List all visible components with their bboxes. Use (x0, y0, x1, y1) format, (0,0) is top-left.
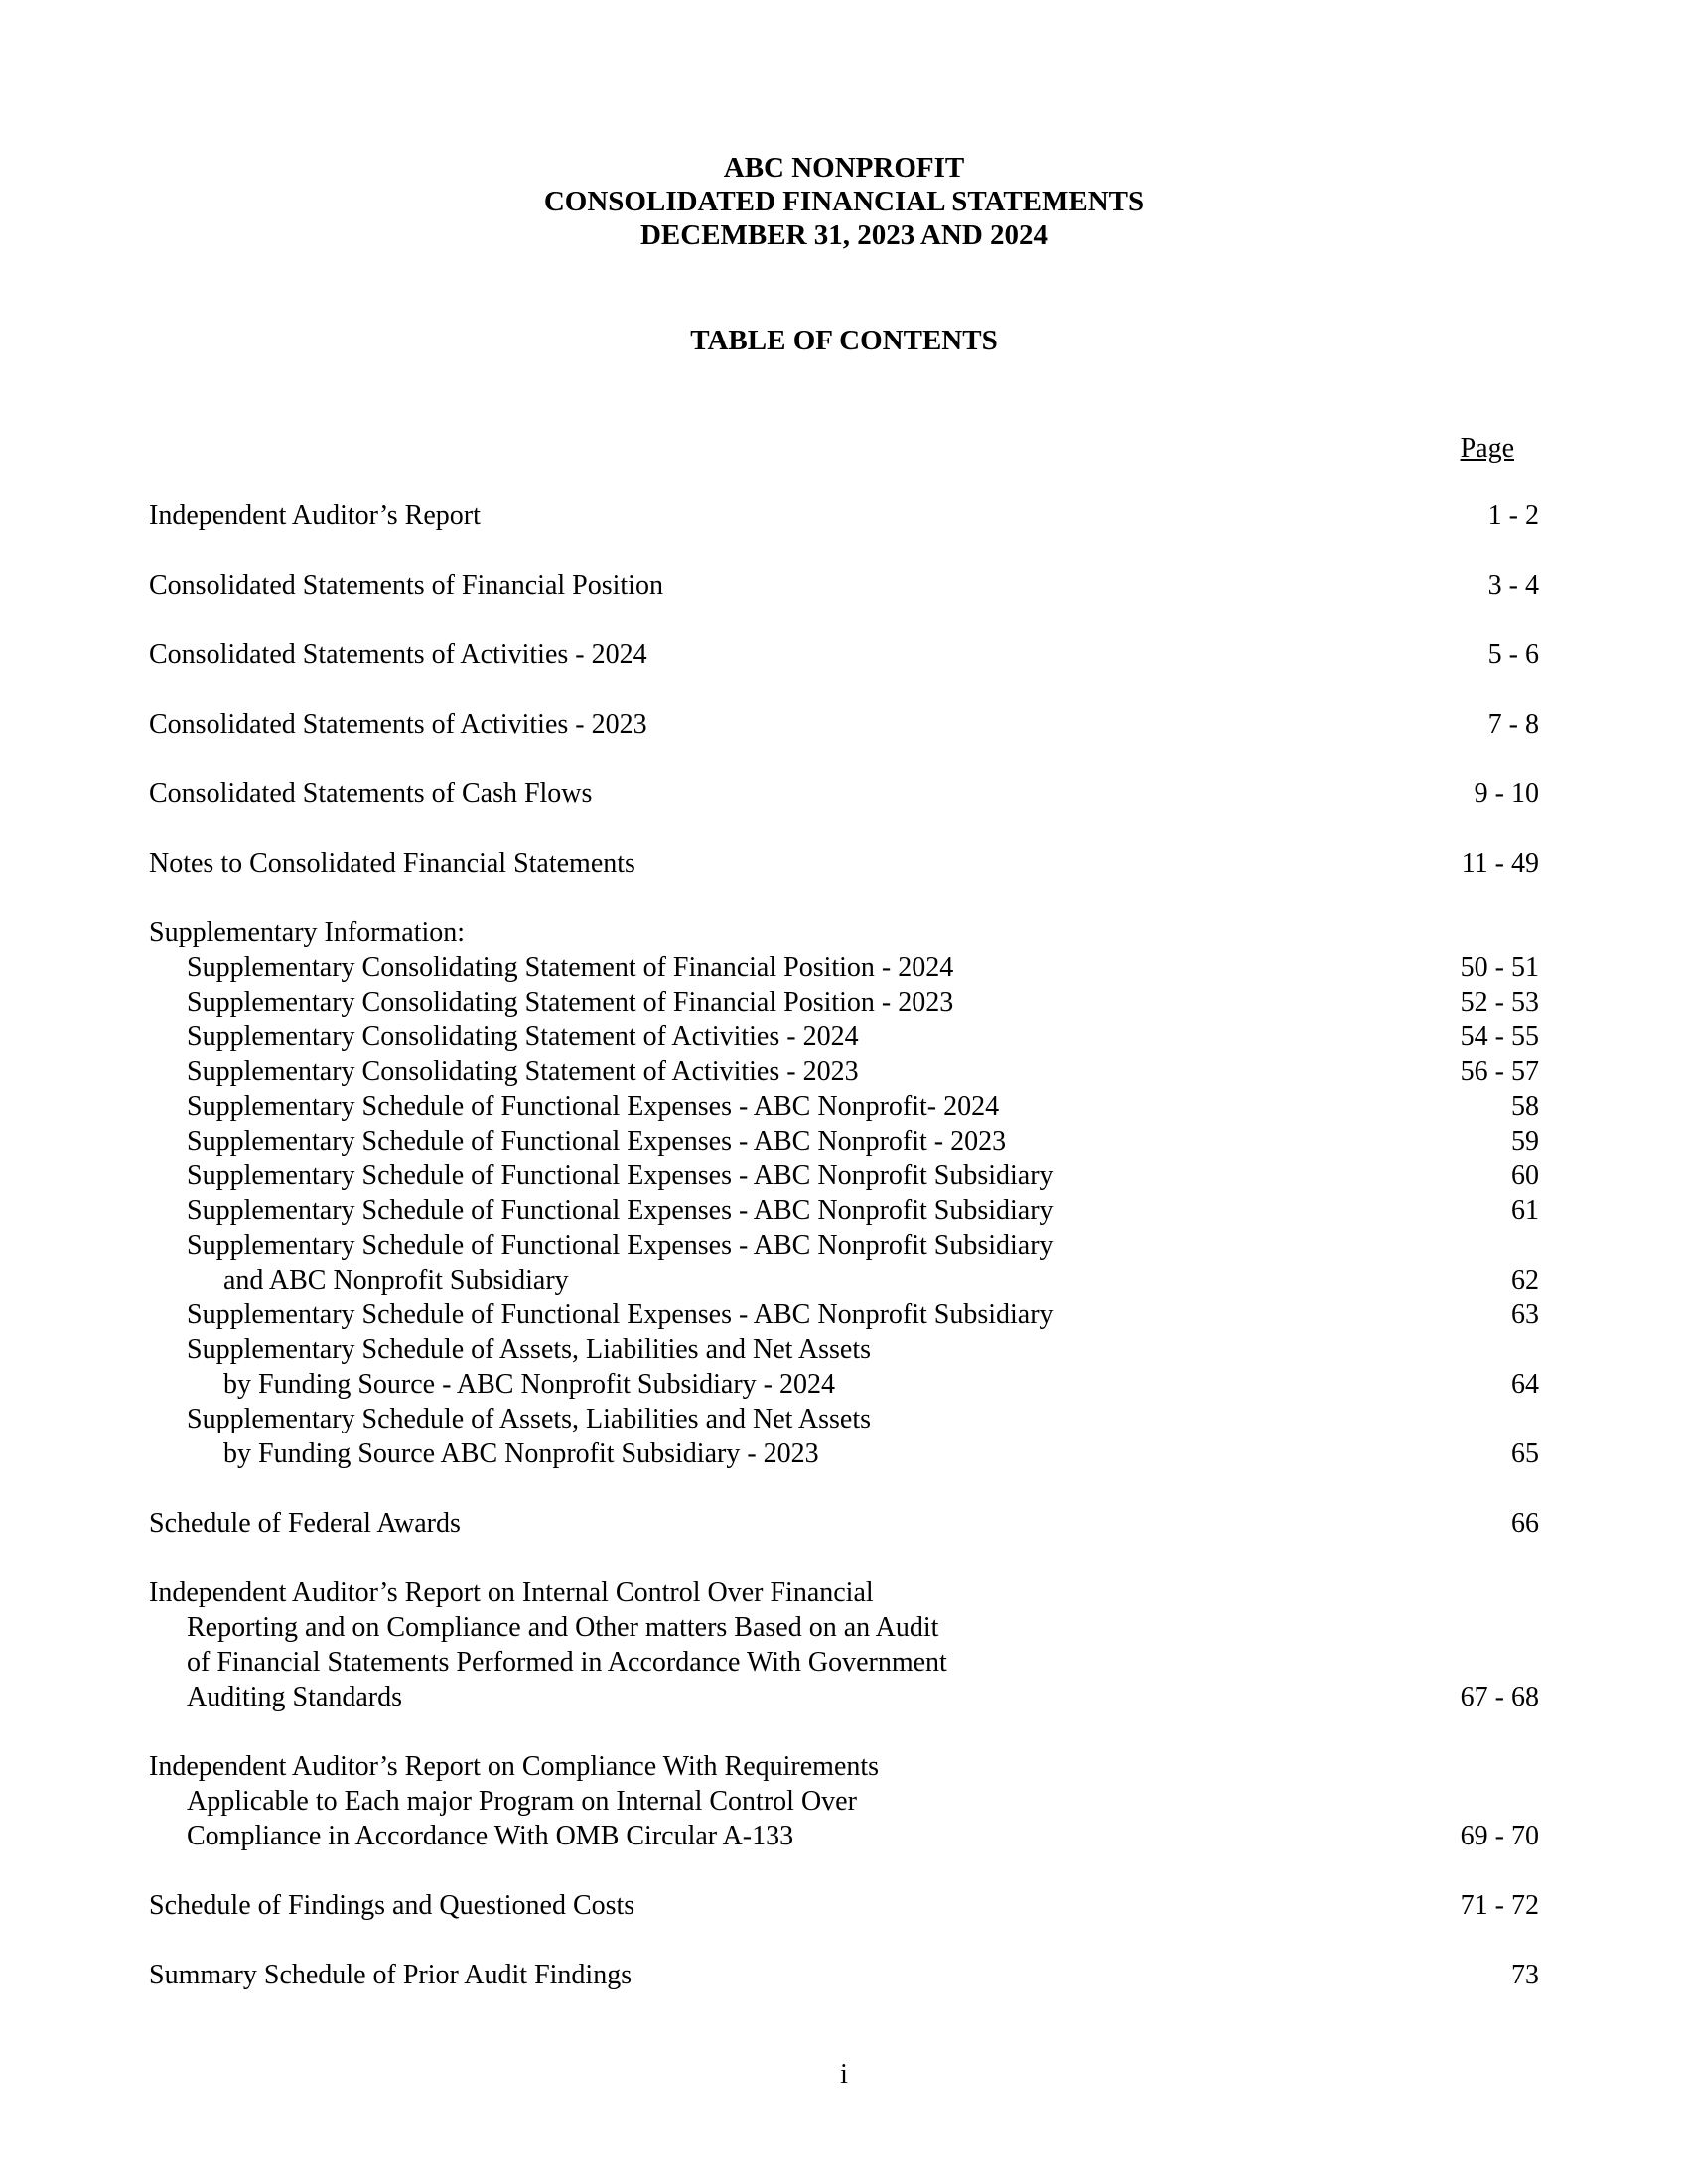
footer-page-number: i (840, 2059, 848, 2090)
toc-row (149, 1124, 1539, 1159)
toc-row (149, 1020, 1539, 1054)
toc-entry-title: Schedule of Findings and Questioned Costs (149, 1890, 635, 1921)
toc-entry-page: 65 (1511, 1438, 1539, 1469)
toc-row (149, 1958, 1539, 1992)
toc-entry-title: Supplementary Information: (149, 917, 466, 948)
toc-row (149, 1263, 1539, 1297)
page-column-header: Page (1460, 433, 1514, 464)
toc-entry-page: 64 (1511, 1369, 1539, 1400)
page-column-header-row (149, 432, 1539, 466)
toc-entry-title: Supplementary Consolidating Statement of Activities - 2024 (187, 1022, 859, 1052)
toc-row (149, 1193, 1539, 1228)
toc-entry-title: Consolidated Statements of Financial Position (149, 570, 663, 601)
toc-entry-page: 3 - 4 (1487, 570, 1539, 601)
toc-row (149, 985, 1539, 1020)
toc-entry-title: and ABC Nonprofit Subsidiary (223, 1265, 569, 1296)
toc-content (149, 432, 1539, 1992)
toc-row (149, 1575, 1539, 1610)
toc-row (149, 1436, 1539, 1471)
toc-entry-title: Independent Auditor’s Report (149, 500, 481, 531)
toc-entry-page: 11 - 49 (1461, 848, 1539, 879)
toc-row (149, 568, 1539, 603)
toc-row (149, 1610, 1539, 1645)
toc-row (149, 707, 1539, 742)
toc-row (149, 1297, 1539, 1332)
toc-entry-title: Independent Auditor’s Report on Compliance With Requirements (149, 1751, 880, 1782)
toc-entry-title: Supplementary Schedule of Assets, Liabilities and Net Assets (187, 1404, 872, 1434)
toc-entry-title: Supplementary Schedule of Functional Expenses - ABC Nonprofit Subsidiary (187, 1195, 1054, 1226)
toc-entry-title: Applicable to Each major Program on Internal Control Over (187, 1786, 857, 1817)
toc-entry-title: Consolidated Statements of Activities - 2024 (149, 639, 647, 670)
toc-entry-title: Reporting and on Compliance and Other matters Based on an Audit (187, 1612, 939, 1643)
toc-row (149, 1506, 1539, 1541)
toc-entry-page: 50 - 51 (1460, 952, 1539, 983)
toc-entry-title: Consolidated Statements of Activities - 2023 (149, 709, 647, 740)
toc-entry-page: 63 (1511, 1299, 1539, 1330)
toc-row (149, 776, 1539, 811)
document-header (0, 0, 1688, 252)
toc-row (149, 1680, 1539, 1714)
toc-entry-title: by Funding Source - ABC Nonprofit Subsidiary - 2024 (223, 1369, 835, 1400)
toc-entry-title: Notes to Consolidated Financial Statements (149, 848, 635, 879)
toc-row (149, 1749, 1539, 1784)
toc-entry-title: Supplementary Schedule of Functional Expenses - ABC Nonprofit - 2023 (187, 1126, 1007, 1157)
toc-entry-page: 9 - 10 (1474, 778, 1539, 809)
toc-row (149, 1228, 1539, 1263)
toc-entry-page: 62 (1511, 1265, 1539, 1296)
toc-section-title: TABLE OF CONTENTS (690, 325, 998, 356)
toc-entry-page: 59 (1511, 1126, 1539, 1157)
toc-row (149, 1332, 1539, 1367)
toc-list (149, 498, 1539, 1992)
toc-row (149, 1089, 1539, 1124)
toc-entry-page: 7 - 8 (1487, 709, 1539, 740)
toc-entry-page: 61 (1511, 1195, 1539, 1226)
toc-entry-title: Supplementary Consolidating Statement of Financial Position - 2023 (187, 987, 954, 1018)
toc-entry-page: 54 - 55 (1460, 1022, 1539, 1052)
document-title: CONSOLIDATED FINANCIAL STATEMENTS (543, 186, 1145, 217)
toc-entry-page: 1 - 2 (1487, 500, 1539, 531)
toc-entry-page: 58 (1511, 1091, 1539, 1122)
toc-row (149, 1819, 1539, 1853)
toc-row (149, 915, 1539, 950)
org-name: ABC NONPROFIT (723, 152, 965, 184)
toc-entry-title: Compliance in Accordance With OMB Circular A-133 (187, 1821, 794, 1851)
toc-entry-title: by Funding Source ABC Nonprofit Subsidiary - 2023 (223, 1438, 819, 1469)
toc-row (149, 1054, 1539, 1089)
toc-row (149, 1784, 1539, 1819)
toc-entry-page: 69 - 70 (1460, 1821, 1539, 1851)
toc-entry-title: Summary Schedule of Prior Audit Findings (149, 1960, 633, 1990)
toc-row (149, 1367, 1539, 1402)
toc-entry-title: Consolidated Statements of Cash Flows (149, 778, 593, 809)
toc-row (149, 1888, 1539, 1923)
toc-row (149, 1402, 1539, 1436)
toc-entry-title: Schedule of Federal Awards (149, 1508, 461, 1539)
toc-entry-title: of Financial Statements Performed in Accordance With Government (187, 1647, 947, 1678)
toc-entry-title: Supplementary Schedule of Functional Expenses - ABC Nonprofit Subsidiary (187, 1230, 1054, 1261)
toc-entry-title: Supplementary Schedule of Assets, Liabilities and Net Assets (187, 1334, 872, 1365)
toc-row (149, 637, 1539, 672)
toc-entry-title: Supplementary Schedule of Functional Expenses - ABC Nonprofit- 2024 (187, 1091, 1000, 1122)
toc-entry-page: 56 - 57 (1460, 1056, 1539, 1087)
document-footer (0, 2057, 1688, 2092)
toc-entry-page: 67 - 68 (1460, 1682, 1539, 1712)
toc-entry-page: 5 - 6 (1487, 639, 1539, 670)
toc-row (149, 498, 1539, 533)
toc-entry-title: Supplementary Consolidating Statement of Activities - 2023 (187, 1056, 859, 1087)
document-date: DECEMBER 31, 2023 AND 2024 (639, 219, 1049, 251)
toc-row (149, 950, 1539, 985)
toc-entry-title: Independent Auditor’s Report on Internal Control Over Financial (149, 1577, 874, 1608)
toc-entry-title: Supplementary Schedule of Functional Expenses - ABC Nonprofit Subsidiary (187, 1160, 1054, 1191)
toc-row (149, 846, 1539, 881)
toc-row (149, 1645, 1539, 1680)
toc-entry-title: Supplementary Schedule of Functional Expenses - ABC Nonprofit Subsidiary (187, 1299, 1054, 1330)
toc-entry-page: 71 - 72 (1460, 1890, 1539, 1921)
toc-entry-title: Auditing Standards (187, 1682, 402, 1712)
toc-entry-title: Supplementary Consolidating Statement of Financial Position - 2024 (187, 952, 954, 983)
toc-entry-page: 60 (1511, 1160, 1539, 1191)
toc-row (149, 1159, 1539, 1193)
toc-entry-page: 73 (1511, 1960, 1539, 1990)
toc-entry-page: 52 - 53 (1460, 987, 1539, 1018)
toc-entry-page: 66 (1511, 1508, 1539, 1539)
